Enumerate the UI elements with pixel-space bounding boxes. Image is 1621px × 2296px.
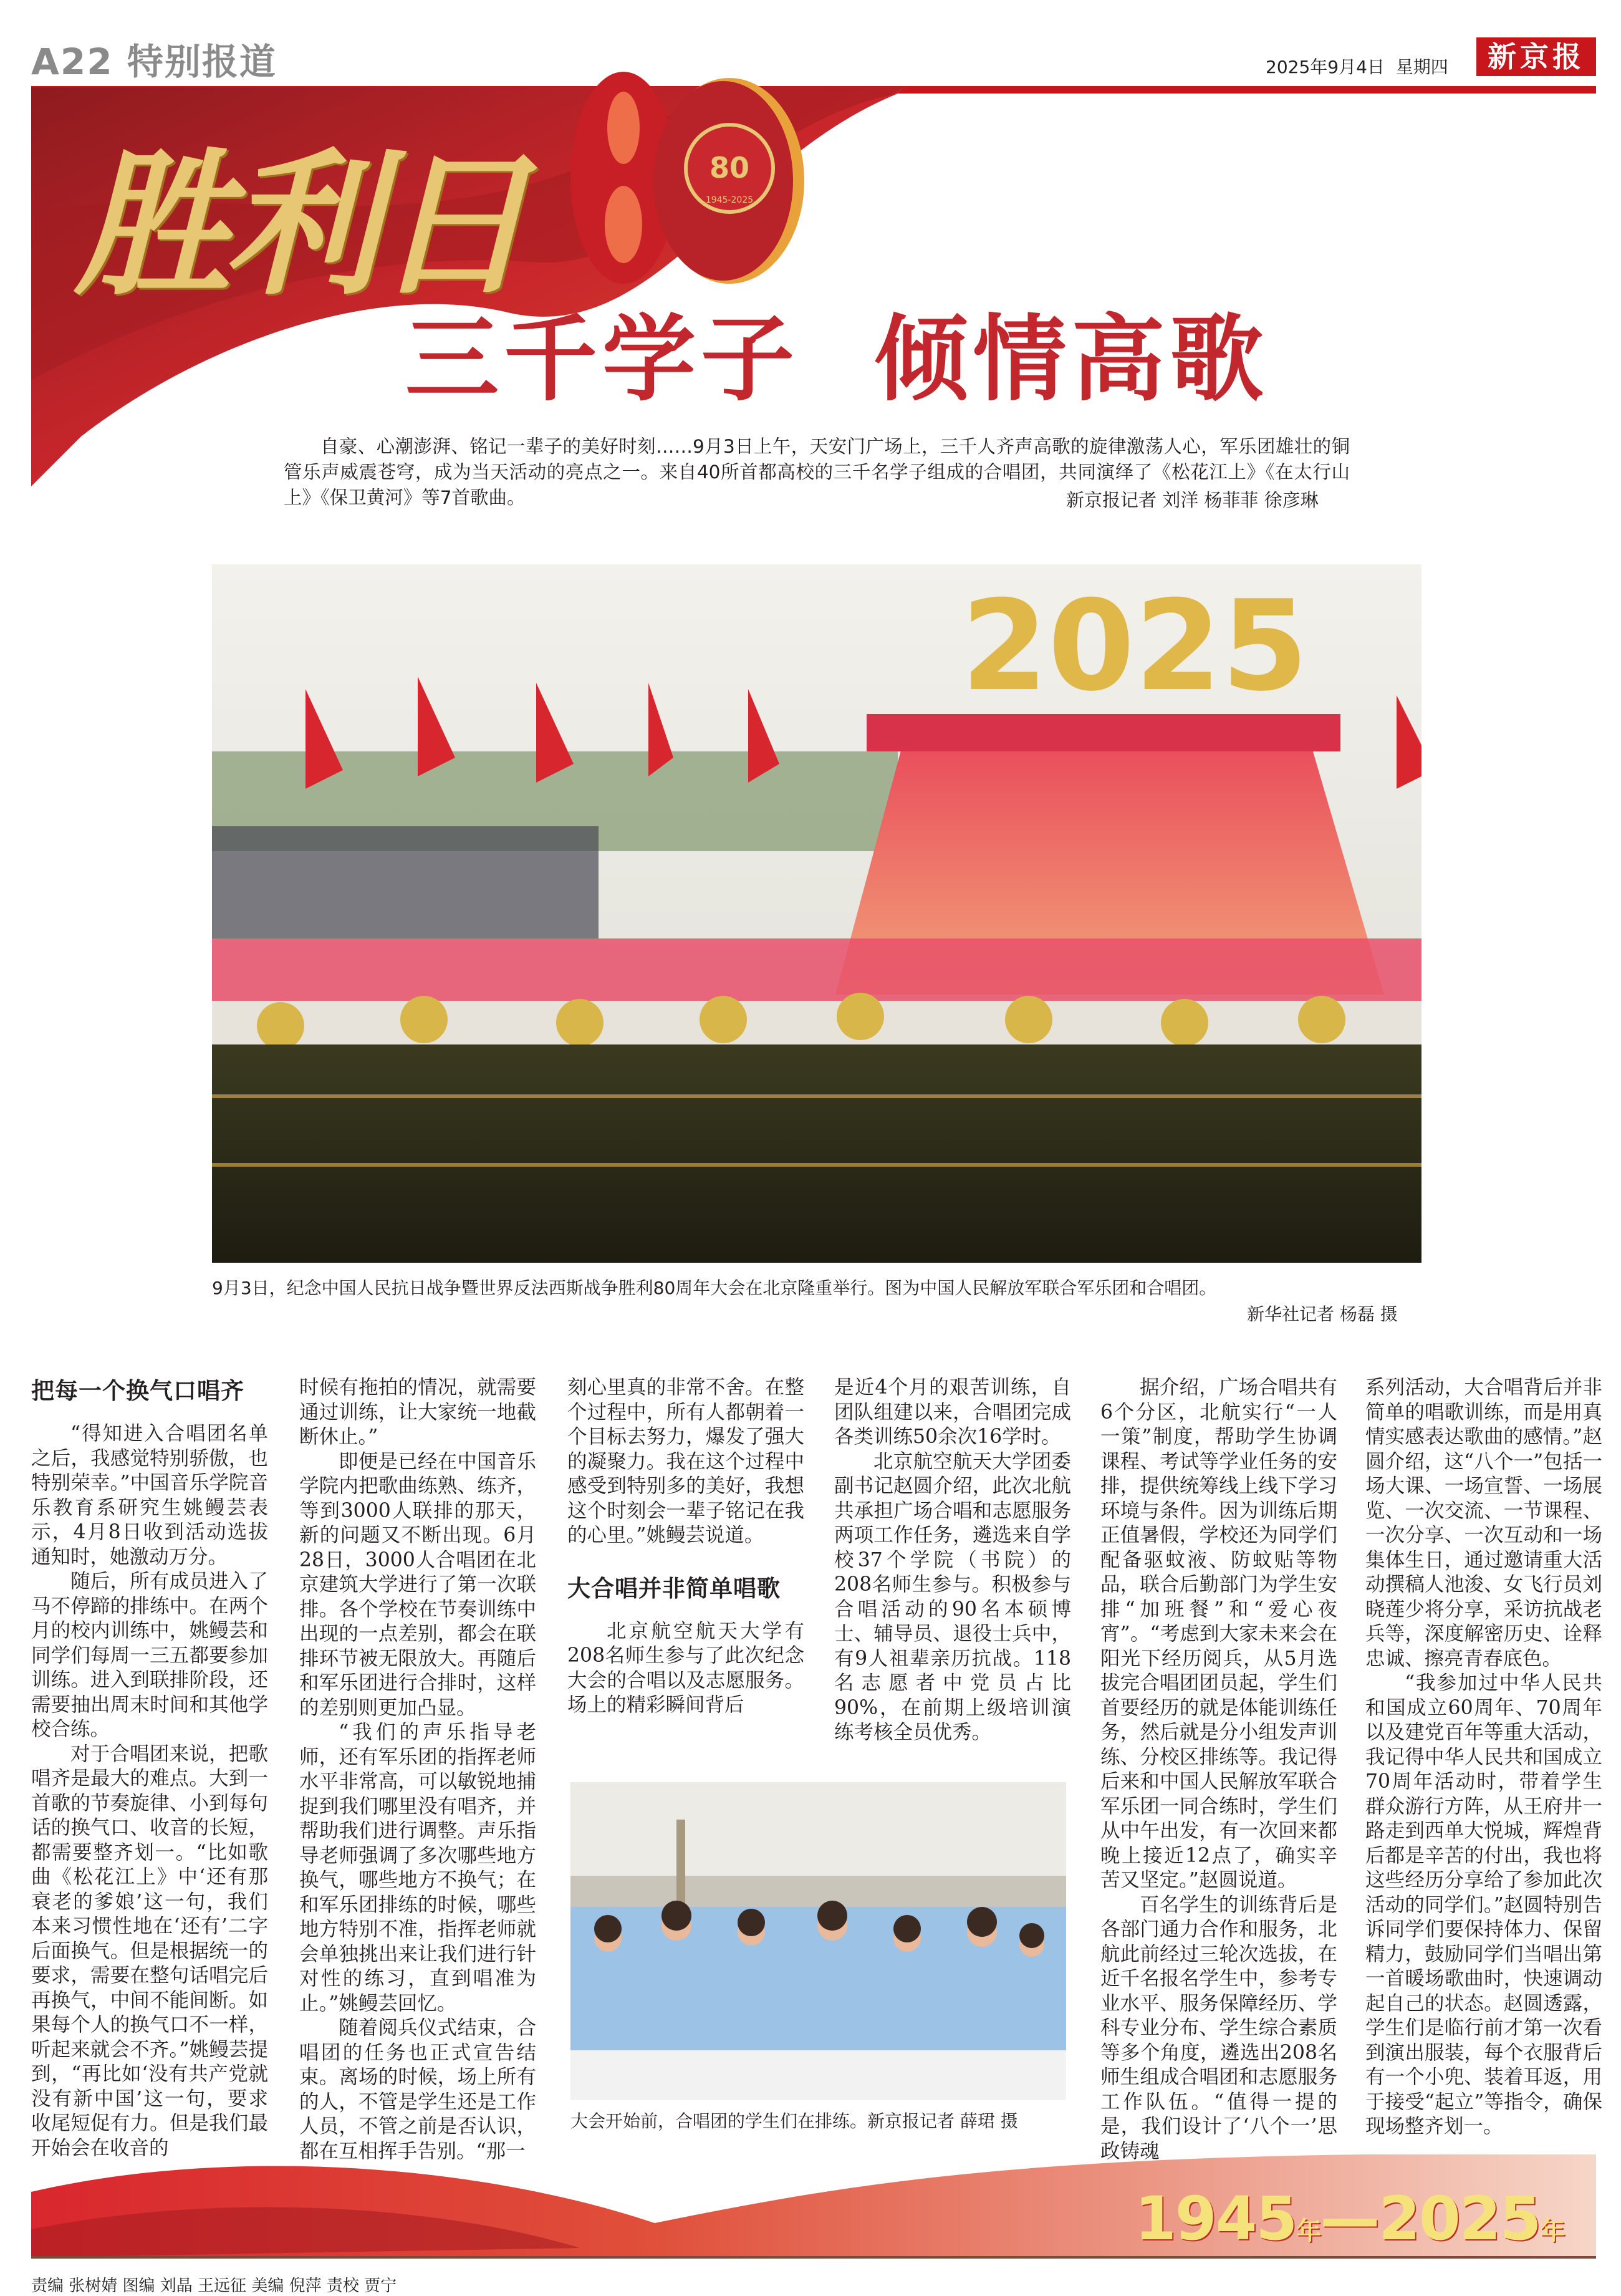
paragraph: 即便是已经在中国音乐学院内把歌曲练熟、练齐，等到3000人联排的那天，新的问题又不断出现。6月28日，3000人合唱团在北京建筑大学进行了第一次联排。各个学校在节奏训练中出现的一点差别，都会在联排环节被无限放大。再随后和军乐团进行合排时，这样的差别则更加凸显。	[299, 1450, 536, 1719]
article-column-3	[567, 1376, 804, 1718]
section-name: 特别报道	[127, 41, 277, 83]
intro-byline: 新京报记者 刘洋 杨菲菲 徐彦琳	[1066, 490, 1319, 511]
main-photo-caption: 9月3日，纪念中国人民抗日战争暨世界反法西斯战争胜利80周年大会在北京隆重举行。图为中国人民解放军联合军乐团和合唱团。	[212, 1278, 1217, 1298]
issue-date	[1266, 54, 1448, 79]
paragraph: 随后，所有成员进入了马不停蹄的排练中。在两个月的校内训练中，姚鳗芸和同学们每周一三五都要参加训练。进入到联排阶段，还需要抽出周末时间和其他学校合练。	[31, 1570, 268, 1740]
date-text: 2025年9月4日	[1266, 57, 1385, 77]
year-end: 2025	[1378, 2184, 1541, 2254]
paragraph: 刻心里真的非常不舍。在整个过程中，所有人都朝着一个目标去努力，爆发了强大的凝聚力。我在这个过程中感受到特别多的美好，我想这个时刻会一辈子铭记在我的心里。”姚鳗芸说道。	[567, 1376, 804, 1546]
calligraphy-title: 胜利日	[75, 133, 524, 316]
main-photo	[212, 564, 1421, 1263]
article-column-2	[299, 1376, 536, 2164]
paragraph: 随着阅兵仪式结束，合唱团的任务也正式宣告结束。离场的时候，场上所有的人，不管是学生还是工作人员，不管之前是否认识，都在互相挥手告别。“那一	[299, 2017, 536, 2163]
paragraph: 北京航空航天大学团委副书记赵圆介绍，此次北航共承担广场合唱和志愿服务两项工作任务，遴选来自学校37个学院（书院）的208名师生参与。积极参与合唱活动的90名本硕博士、辅导员、退役士兵中，有9人祖辈亲历抗战。118名志愿者中党员占比90%，在前期上级培训演练考核全员优秀。	[834, 1450, 1071, 1744]
paragraph: 系列活动，大合唱背后并非简单的唱歌训练，而是用真情实感表达歌曲的感情。”赵圆介绍，这“八个一”包括一场大课、一场宣誓、一场展览、一次交流、一节课程、一次分享、一次互动和一场集体生日，通过邀请重大活动撰稿人池浚、女飞行员刘晓莲少将分享，采访抗战老兵等，深度解密历史、诠释忠诚、擦亮青春底色。	[1365, 1376, 1602, 1670]
page-headline: 三千学子 倾情高歌	[405, 304, 1269, 414]
article-column-5	[1100, 1376, 1337, 2164]
choir-photo-caption: 大会开始前，合唱团的学生们在排练。新京报记者 薛珺 摄	[570, 2111, 1018, 2131]
paragraph: 北京航空航天大学有208名师生参与了此次纪念大会的合唱以及志愿服务。场上的精彩瞬间背后	[567, 1619, 804, 1716]
page-number: A22	[31, 41, 113, 83]
section-heading: 大合唱并非简单唱歌	[567, 1575, 781, 1602]
year-char: 年	[1296, 2217, 1320, 2245]
article-column-6	[1365, 1376, 1602, 2139]
intro-paragraph: 自豪、心潮澎湃、铭记一辈子的美好时刻……9月3日上午，天安门广场上，三千人齐声高歌的旋律激荡人心，军乐团雄壮的铜管乐声威震苍穹，成为当天活动的亮点之一。来自40所首都高校的三千名学子组成的合唱团，共同演绎了《松花江上》《在太行山上》《保卫黄河》等7首歌曲。	[284, 436, 1350, 508]
article-column-1	[31, 1376, 268, 2161]
main-photo-credit: 新华社记者 杨磊 摄	[1247, 1304, 1398, 1324]
weekday-text: 星期四	[1395, 57, 1448, 77]
paragraph: 对于合唱团来说，把歌唱齐是最大的难点。大到一首歌的节奏旋律、小到每句话的换气口、收音的长短，都需要整齐划一。“比如歌曲《松花江上》中‘还有那衰老的爹娘’这一句，我们本来习惯性地在‘还有’二字后面换气。但是根据统一的要求，需要在整句话唱完后再换气，中间不能间断。如果每个人的换气口不一样，听起来就会不齐。”姚鳗芸提到，“再比如‘没有共产党就没有新中国’这一句，要求收尾短促有力。但是我们最开始会在收音的	[31, 1742, 268, 2159]
article-column-4	[834, 1376, 1071, 1745]
newspaper-logo: 新京报	[1476, 37, 1596, 76]
year-dash: —	[1320, 2184, 1379, 2254]
paragraph: “我们的声乐指导老师，还有军乐团的指挥老师水平非常高，可以敏锐地捕捉到我们哪里没有唱齐，并帮助我们进行调整。声乐指导老师强调了多次哪些地方换气，哪些地方不换气；在和军乐团排练的时候，哪些地方特别不准，指挥老师就会单独挑出来让我们进行针对性的练习，直到唱准为止。”姚鳗芸回忆。	[299, 1721, 536, 2015]
anniversary-80-logo	[549, 62, 873, 287]
photo-sign-2025: 2025	[961, 574, 1309, 719]
paragraph: 百名学生的训练背后是各部门通力合作和服务，北航此前经过三轮次选拔，在近千名报名学生中，参考专业水平、服务保障经历、学科专业分布、学生综合素质等多个角度，遴选出208名师生组成合唱团和志愿服务工作队伍。“值得一提的是，我们设计了‘八个一’思政铸魂	[1100, 1893, 1337, 2163]
years-label	[1135, 2184, 1564, 2254]
year-start: 1945	[1135, 2184, 1297, 2254]
year-char: 年	[1540, 2217, 1564, 2245]
page-section-label	[31, 32, 277, 85]
paragraph: “我参加过中华人民共和国成立60周年、70周年以及建党百年等重大活动，我记得中华人民共和国成立70周年活动时，带着学生群众游行方阵，从王府井一路走到西单大悦城，辉煌背后都是辛苦的付出，我也将这些经历分享给了参加此次活动的同学们。”赵圆特别告诉同学们要保持体力、保留精力，鼓励同学们当唱出第一首暖场歌曲时，快速调动起自己的状态。赵圆透露，学生们是临行前才第一次看到演出服装，每个衣服背后有一个小兜、装着耳返，用于接受“起立”等指令，确保现场整齐划一。	[1365, 1672, 1602, 2138]
editor-credits: 责编 张树婧 图编 刘晶 王远征 美编 倪萍 责校 贾宁	[31, 2277, 397, 2295]
logo-years: 1945-2025	[705, 195, 754, 205]
paragraph: 时候有拖拍的情况，就需要通过训练，让大家统一地截断休止。”	[299, 1376, 536, 1448]
paragraph: “得知进入合唱团名单之后，我感觉特别骄傲，也特别荣幸。”中国音乐学院音乐教育系研究生姚鳗芸表示，4月8日收到活动选拔通知时，她激动万分。	[31, 1422, 268, 1568]
section-heading: 把每一个换气口唱齐	[31, 1377, 244, 1404]
choir-rehearsal-photo	[570, 1782, 1066, 2100]
logo-number: 80	[709, 151, 750, 185]
paragraph: 据介绍，广场合唱共有6个分区，北航实行“一人一策”制度，帮助学生协调课程、考试等学业任务的安排，提供统筹线上线下学习环境与条件。因为训练后期正值暑假，学校还为同学们配备驱蚊液、防蚊贴等物品，联合后勤部门为学生安排“加班餐”和“爱心夜宵”。“考虑到大家未来会在阳光下经历阅兵，从5月选拔完合唱团团员起，学生们首要经历的就是体能训练任务，然后就是分小组发声训练、分校区排练等。我记得后来和中国人民解放军联合军乐团一同合练时，学生们从中午出发，有一次回来都晚上接近12点了，确实辛苦又坚定。”赵圆说道。	[1100, 1376, 1337, 1891]
paragraph: 是近4个月的艰苦训练，自团队组建以来，合唱团完成各类训练50余次16学时。	[834, 1376, 1071, 1448]
